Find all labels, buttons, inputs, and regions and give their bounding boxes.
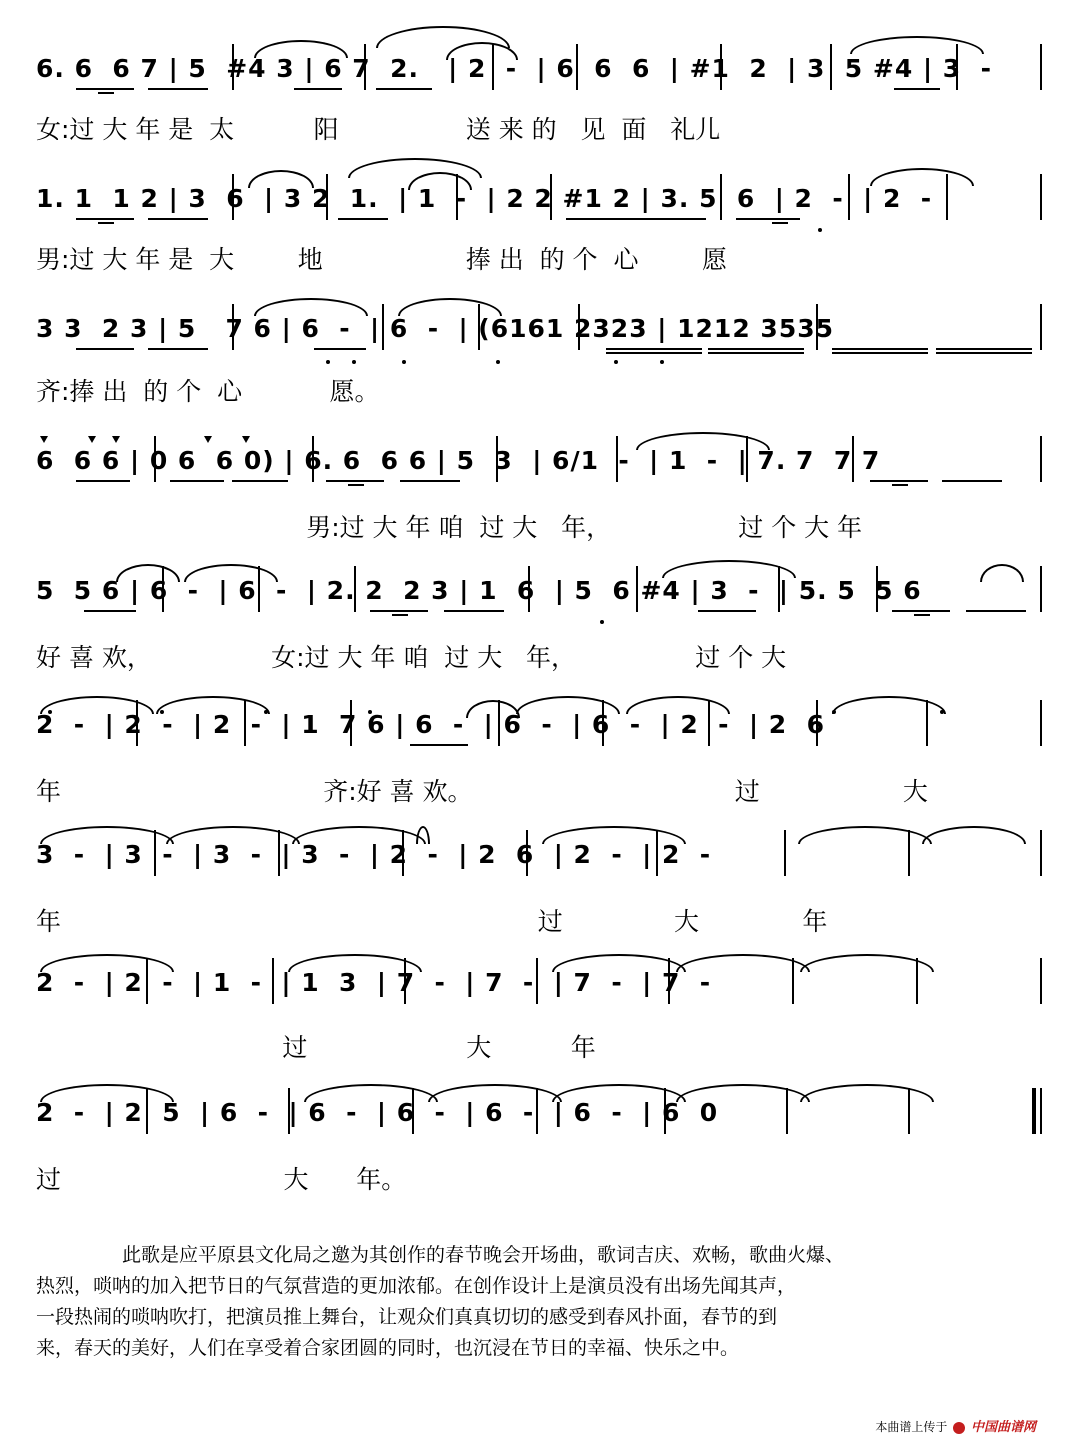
notation-row bbox=[36, 432, 1046, 492]
notation-text: 2 - | 2 - | 2 - | 1 7 6 | 6 - | 6 - | 6 - | 2 - | 2 6 bbox=[36, 710, 825, 739]
notation-text: 5 5 6 | 6 - | 6 - | 2. 2 2 3 | 1 6 | 5 6 #4 | 3 - | 5. 5 5 6 bbox=[36, 576, 922, 605]
lyrics-row: 男:过 大 年 咱 过 大 年， 过 个 大 年 bbox=[36, 513, 863, 542]
uploaded-label: 本曲谱上传于 bbox=[875, 1420, 948, 1434]
lyrics-row: 过 大 年。 bbox=[36, 1165, 407, 1194]
lyrics-row: 好 喜 欢， 女:过 大 年 咱 过 大 年， 过 个 大 bbox=[36, 643, 787, 672]
description-line: 此歌是应平原县文化局之邀为其创作的春节晚会开场曲，歌词吉庆、欢畅，歌曲火爆、 bbox=[122, 1244, 845, 1266]
notation-text: 3 3 2 3 | 5 7 6 | 6 - | 6 - | (6161 2323 | 1212 3535 bbox=[36, 314, 835, 343]
song-description bbox=[36, 1240, 1036, 1364]
notation-row bbox=[36, 40, 1046, 100]
lyrics-row: 男:过 大 年 是 大 地 捧 出 的 个 心 愿 bbox=[36, 245, 728, 274]
notation-text: 3 - | 3 - | 3 - | 3 - | 2 - | 2 6 | 2 - | 2 - bbox=[36, 840, 712, 869]
notation-text: 6 6 6 | 0 6 6 0) | 6. 6 6 6 | 5 3 | 6/1 - | 1 - | 7. 7 7 7 bbox=[36, 446, 881, 475]
notation-row bbox=[36, 170, 1046, 230]
notation-row bbox=[36, 954, 1046, 1014]
lyrics-row: 年 过 大 年 bbox=[36, 907, 828, 936]
notation-row bbox=[36, 826, 1046, 886]
site-name-link[interactable]: 中国曲谱网 bbox=[970, 1420, 1036, 1435]
notation-row bbox=[36, 300, 1046, 360]
lyrics-row: 女:过 大 年 是 太 阳 送 来 的 见 面 礼儿 bbox=[36, 115, 721, 144]
lyrics-row: 齐:捧 出 的 个 心 愿。 bbox=[36, 377, 380, 406]
notation-text: 2 - | 2 - | 1 - | 1 3 | 7 - | 7 - | 7 - | 7 - bbox=[36, 968, 712, 997]
footer-credit bbox=[875, 1416, 1036, 1435]
description-line: 一段热闹的唢呐吹打，把演员推上舞台，让观众们真真切切的感受到春风扑面，春节的到 bbox=[36, 1306, 778, 1328]
notation-text: 1. 1 1 2 | 3 6 | 3 2 1. | 1 - | 2 2 #1 2 | 3. 5 6 | 2 - | 2 - bbox=[36, 184, 933, 213]
site-logo-icon bbox=[953, 1422, 965, 1434]
lyrics-row: 年 齐:好 喜 欢。 过 大 bbox=[36, 777, 928, 806]
lyrics-row: 过 大 年 bbox=[36, 1033, 596, 1062]
notation-row bbox=[36, 562, 1046, 622]
notation-text: 2 - | 2 5 | 6 - | 6 - | 6 - | 6 - | 6 - | 6 0 bbox=[36, 1098, 719, 1127]
description-line: 来，春天的美好，人们在享受着合家团圆的同时，也沉浸在节日的幸福、快乐之中。 bbox=[36, 1337, 740, 1359]
notation-text: 6. 6 6 7 | 5 #4 3 | 6 7 2. | 2 - | 6 6 6 | #1 2 | 3 5 #4 | 3 - bbox=[36, 54, 992, 83]
description-line: 热烈，唢呐的加入把节日的气氛营造的更加浓郁。在创作设计上是演员没有出场先闻其声， bbox=[36, 1275, 797, 1297]
notation-row bbox=[36, 1084, 1046, 1144]
notation-row bbox=[36, 696, 1046, 756]
